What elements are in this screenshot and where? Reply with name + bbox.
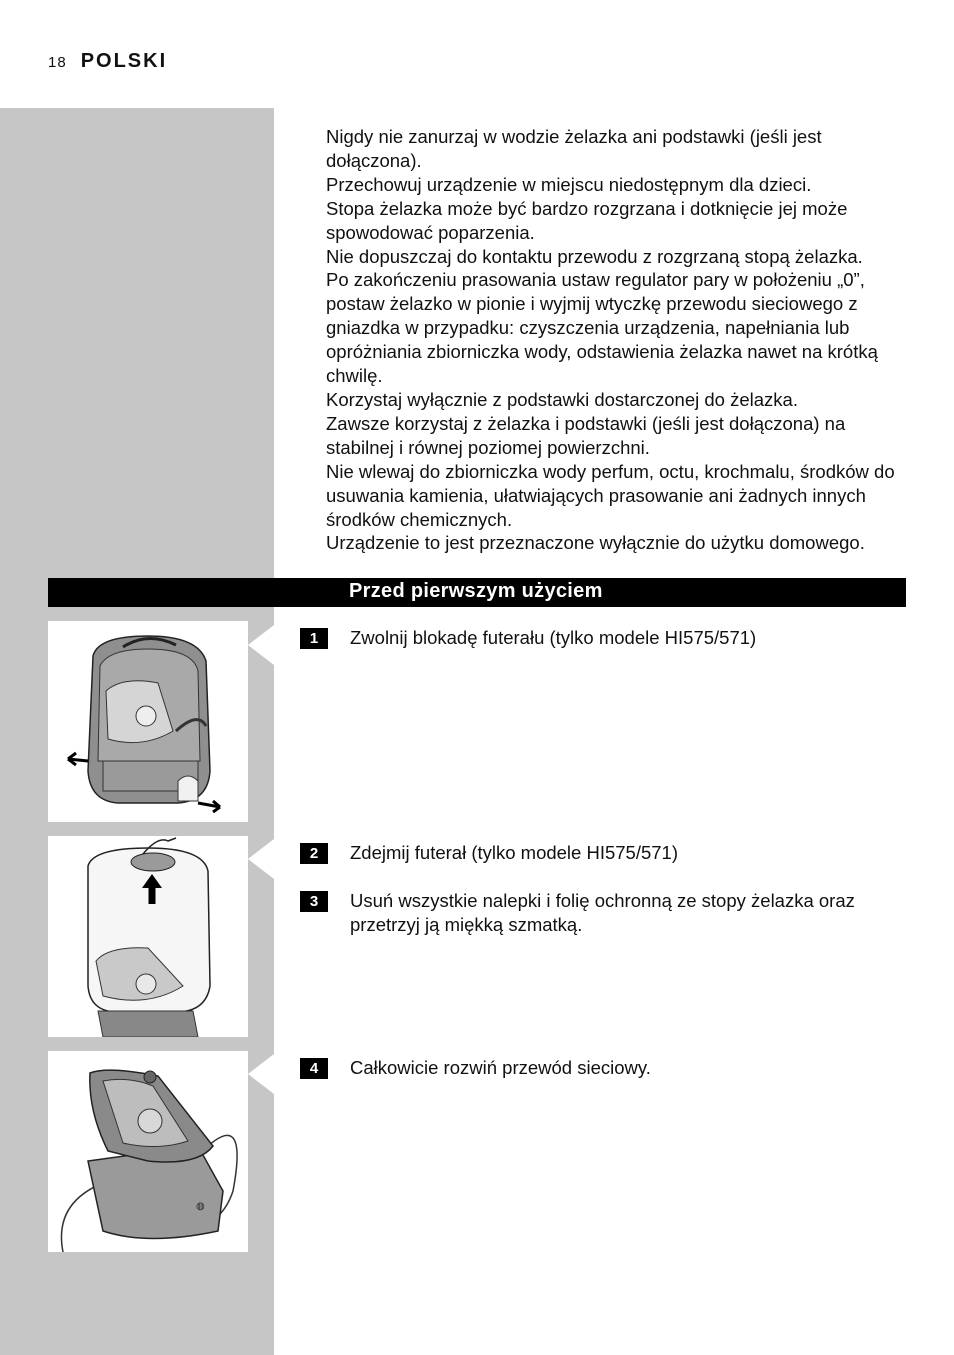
step-number-badge: 4 [300,1058,328,1079]
iron-case-unlock-illustration [48,621,248,822]
language-heading: POLSKI [80,50,168,72]
triangle-pointer-icon [248,1054,274,1094]
safety-paragraph: Stopa żelazka może być bardzo rozgrzana i dotknięcie jej może spowodować poparzenia. [326,197,848,243]
iron-case-lift-icon [48,836,248,1037]
callout-pointer [248,1054,274,1094]
step-text: Zwolnij blokadę futerału (tylko modele HI575/571) [350,627,757,648]
safety-paragraph: Nigdy nie zanurzaj w wodzie żelazka ani podstawki (jeśli jest dołączona). [326,126,822,171]
step-text: Zdejmij futerał (tylko modele HI575/571) [350,842,679,863]
callout-pointer [248,839,274,879]
step-number-badge: 2 [300,843,328,864]
safety-instructions [326,125,916,555]
step-1 [300,626,900,650]
page-header [48,50,167,78]
section-title: Przed pierwszym użyciem [349,580,603,602]
triangle-pointer-icon [248,625,274,665]
step-text: Całkowicie rozwiń przewód sieciowy. [350,1057,651,1078]
iron-case-unlock-icon [48,621,248,822]
iron-on-stand-cord-illustration [48,1051,248,1252]
step-2 [300,841,900,865]
page-number: 18 [48,54,67,71]
safety-paragraph: Zawsze korzystaj z żelazka i podstawki (jeśli jest dołączona) na stabilnej i równej poziomej powierzchni. [326,412,846,458]
safety-paragraph: Nie wlewaj do zbiorniczka wody perfum, octu, krochmalu, środków do usuwania kamienia, ułatwiających prasowanie ani żadnych innych środków chemicznych. [326,460,895,530]
svg-text:◍: ◍ [196,1201,205,1212]
step-number-badge: 1 [300,628,328,649]
iron-stand-cord-icon [48,1051,248,1252]
triangle-pointer-icon [248,839,274,879]
callout-pointer [248,625,274,665]
safety-paragraph: Po zakończeniu prasowania ustaw regulator pary w położeniu „0”, postaw żelazko w pionie i wyjmij wtyczkę przewodu sieciowego z gniazdka w przypadku: czyszczenia urządzenia, napełniania lub opróżniania zbiorniczka wody, odstawienia żelazka nawet na krótką chwilę. [326,269,878,387]
section-header-bar [48,578,906,607]
iron-case-lift-off-illustration [48,836,248,1037]
step-text: Usuń wszystkie nalepki i folię ochronną ze stopy żelazka oraz przetrzyj ją miękką szmatką. [350,890,855,935]
safety-paragraph: Korzystaj wyłącznie z podstawki dostarczonej do żelazka. [326,388,798,410]
safety-paragraph: Urządzenie to jest przeznaczone wyłącznie do użytku domowego. [326,532,865,554]
step-3 [300,889,900,937]
step-4 [300,1056,900,1080]
step-number-badge: 3 [300,891,328,912]
safety-paragraph: Nie dopuszczaj do kontaktu przewodu z rozgrzaną stopą żelazka. [326,245,863,267]
safety-paragraph: Przechowuj urządzenie w miejscu niedostępnym dla dzieci. [326,173,812,195]
